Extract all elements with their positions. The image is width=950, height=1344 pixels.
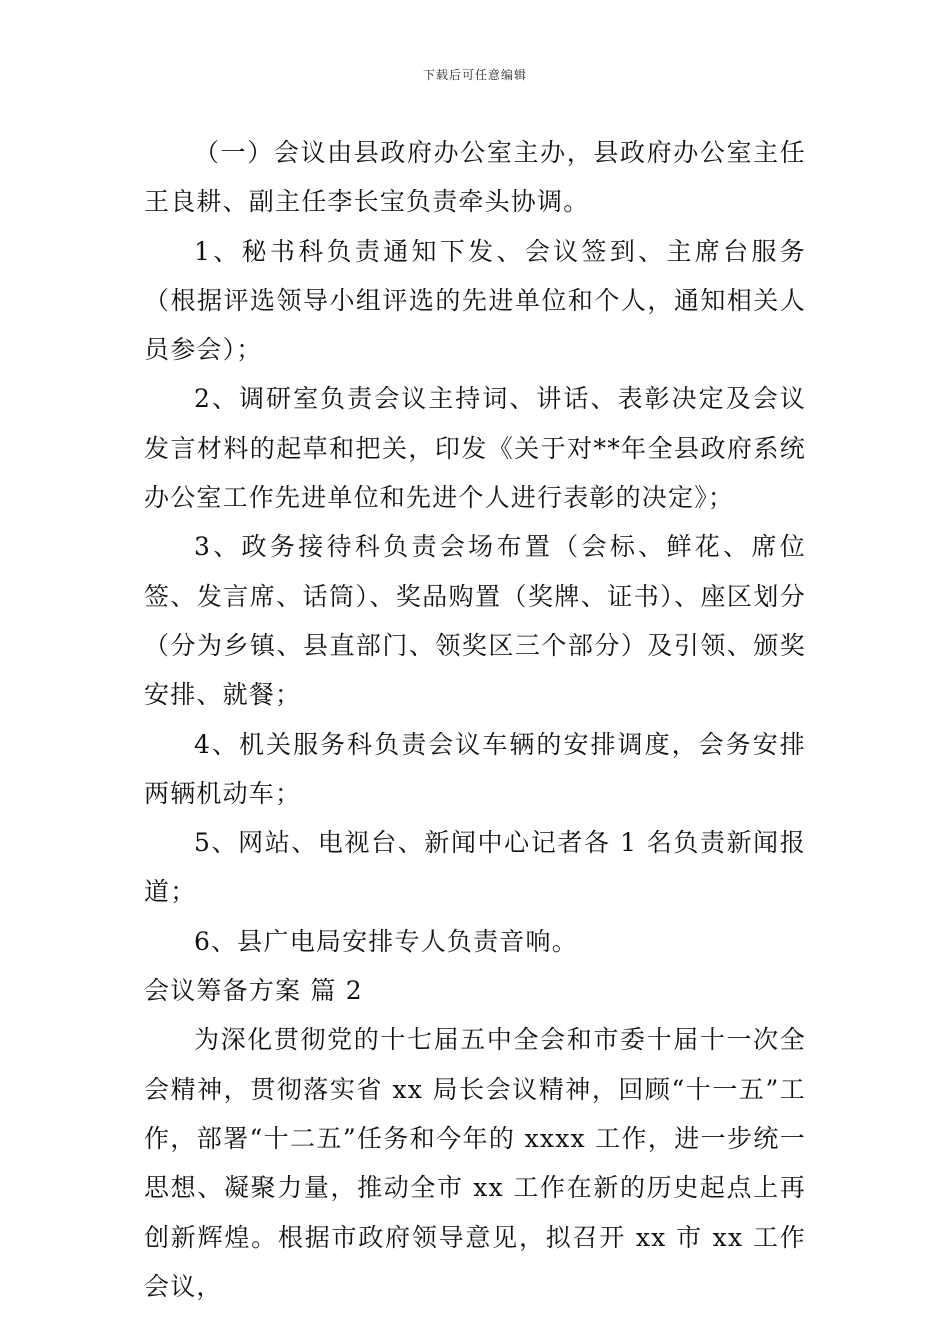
- paragraph-organizer: （一）会议由县政府办公室主办，县政府办公室主任王良耕、副主任李长宝负责牵头协调。: [144, 138, 806, 217]
- paragraph-item-6: 6、县广电局安排专人负责音响。: [194, 926, 578, 956]
- paragraph-intro: 为深化贯彻党的十七届五中全会和市委十届十一次全会精神，贯彻落实省 xx 局长会议精神，回顾“十一五”工作，部署“十二五”任务和今年的 xxxx 工作，进一步统一思想、凝聚力量，推动全市 xx 工作在新的历史起点上再创新辉煌。根据市政府领导意见，拟召开 xx 市 xx 工作会议，: [144, 1025, 806, 1301]
- document-body: [144, 128, 806, 1311]
- paragraph-item-1: 1、秘书科负责通知下发、会议签到、主席台服务（根据评选领导小组评选的先进单位和个人，通知相关人员参会）；: [144, 236, 806, 365]
- paragraph-item-3: 3、政务接待科负责会场布置（会标、鲜花、席位签、发言席、话筒）、奖品购置（奖牌、证书）、座区划分（分为乡镇、县直部门、领奖区三个部分）及引领、颁奖安排、就餐；: [144, 532, 806, 710]
- section-heading: 会议筹备方案 篇 2: [144, 976, 363, 1006]
- header-note: 下载后可任意编辑: [422, 68, 527, 82]
- paragraph-item-4: 4、机关服务科负责会议车辆的安排调度，会务安排两辆机动车；: [144, 729, 806, 808]
- paragraph-item-2: 2、调研室负责会议主持词、讲话、表彰决定及会议发言材料的起草和把关，印发《关于对**年全县政府系统办公室工作先进单位和先进个人进行表彰的决定》；: [144, 384, 806, 513]
- paragraph-item-5: 5、网站、电视台、新闻中心记者各 1 名负责新闻报道；: [144, 828, 806, 907]
